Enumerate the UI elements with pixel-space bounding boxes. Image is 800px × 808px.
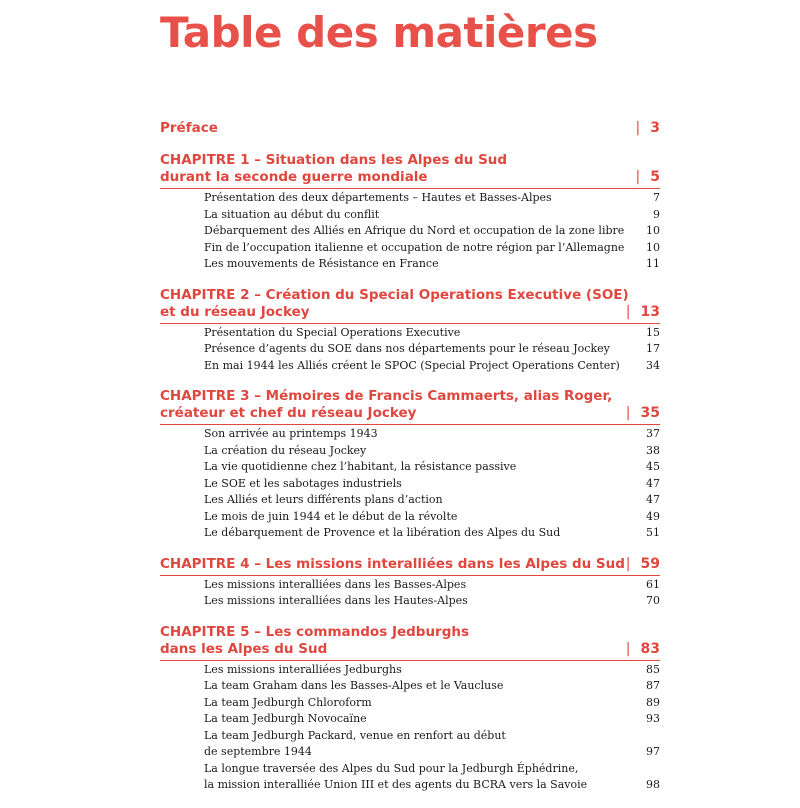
section-page-number: 9: [653, 207, 660, 221]
section-entry[interactable]: [160, 426, 660, 443]
section-title: Le mois de juin 1944 et le début de la révolte: [204, 509, 458, 523]
section-title: La team Jedburgh Packard, venue en renfort au début: [204, 728, 506, 742]
section-page-number: 10: [646, 240, 660, 254]
section-page-number: 45: [646, 460, 660, 473]
section-page-number: 97: [646, 745, 660, 758]
section-entry[interactable]: [160, 678, 660, 695]
chapter-heading-line: et du réseau Jockey: [160, 303, 310, 320]
chapter-sections: [160, 424, 660, 542]
section-title: Les Alliés et leurs différents plans d’action: [204, 493, 443, 506]
section-page-number: 87: [646, 679, 660, 692]
section-entry[interactable]: [160, 761, 660, 794]
section-entry[interactable]: [160, 711, 660, 728]
section-page-number: 38: [646, 443, 660, 457]
chapter-heading[interactable]: [160, 152, 660, 186]
section-page-number: 51: [646, 526, 660, 539]
section-entry[interactable]: [160, 256, 660, 273]
section-page-number: 85: [646, 662, 660, 676]
chapter-heading-line: dans les Alpes du Sud: [160, 640, 328, 657]
section-title: Présence d’agents du SOE dans nos départements pour le réseau Jockey: [204, 342, 610, 355]
section-title: La team Graham dans les Basses-Alpes et le Vaucluse: [204, 679, 504, 692]
chapter-heading[interactable]: [160, 556, 660, 573]
section-page-number: 70: [646, 594, 660, 607]
section-entry[interactable]: [160, 443, 660, 460]
preface-page: | 3: [635, 120, 660, 136]
section-entry[interactable]: [160, 240, 660, 257]
section-title: Le SOE et les sabotages industriels: [204, 476, 402, 490]
chapter-heading[interactable]: [160, 388, 660, 422]
section-page-number: 93: [646, 712, 660, 725]
section-title: Son arrivée au printemps 1943: [204, 427, 378, 440]
chapter-page: | 5: [635, 169, 660, 185]
section-page-number: 49: [646, 509, 660, 523]
chapter-sections: [160, 323, 660, 375]
chapter-page-number: 13: [640, 303, 660, 320]
section-title: Les mouvements de Résistance en France: [204, 257, 439, 270]
chapter-heading-line: CHAPITRE 1 – Situation dans les Alpes du Sud: [160, 152, 508, 168]
section-title: La longue traversée des Alpes du Sud pour la Jedburgh Éphédrine,: [204, 761, 579, 775]
section-entry[interactable]: [160, 341, 660, 358]
section-entry[interactable]: [160, 459, 660, 476]
section-entry[interactable]: [160, 325, 660, 342]
section-title: la mission interalliée Union III et des agents du BCRA vers la Savoie: [204, 778, 588, 791]
chapter-heading[interactable]: [160, 287, 660, 321]
section-page-number: 10: [646, 224, 660, 237]
section-page-number: 17: [646, 342, 660, 355]
preface-entry[interactable]: [160, 118, 660, 138]
chapter-page: | 35: [625, 405, 660, 421]
section-entry[interactable]: [160, 593, 660, 610]
chapter-page: | 13: [625, 303, 660, 320]
section-entry[interactable]: [160, 492, 660, 509]
section-entry[interactable]: [160, 695, 660, 712]
chapter-page: | 83: [625, 640, 660, 657]
section-page-number: 34: [646, 358, 660, 372]
chapter-sections: [160, 660, 660, 794]
chapter-heading-line: CHAPITRE 4 – Les missions interalliées dans les Alpes du Sud: [160, 555, 625, 572]
section-page-number: 11: [646, 257, 660, 270]
chapter-2: [160, 287, 660, 375]
preface-heading: [160, 118, 660, 138]
section-title: Débarquement des Alliés en Afrique du Nord et occupation de la zone libre: [204, 224, 625, 237]
section-title: Le débarquement de Provence et la libération des Alpes du Sud: [204, 526, 561, 539]
preface-label: Préface: [160, 120, 218, 136]
section-entry[interactable]: [160, 223, 660, 240]
section-title: La team Jedburgh Chloroform: [204, 695, 372, 709]
section-title: Les missions interalliées dans les Basses-Alpes: [204, 577, 467, 591]
chapter-heading[interactable]: [160, 624, 660, 658]
section-entry[interactable]: [160, 577, 660, 594]
chapter-page-number: 83: [640, 640, 660, 657]
section-page-number: 47: [646, 476, 660, 490]
chapter-page-number: 35: [640, 405, 660, 421]
section-title: Présentation du Special Operations Executive: [204, 325, 461, 339]
section-page-number: 7: [653, 191, 660, 204]
section-title: La situation au début du conflit: [204, 207, 380, 221]
chapter-heading-line: CHAPITRE 3 – Mémoires de Francis Cammaerts, alias Roger,: [160, 388, 613, 404]
section-title: de septembre 1944: [204, 745, 312, 758]
section-page-number: 47: [646, 493, 660, 506]
section-entry[interactable]: [160, 358, 660, 375]
section-entry[interactable]: [160, 525, 660, 542]
table-of-contents: [160, 118, 660, 808]
section-page-number: 98: [646, 778, 660, 791]
section-title: La vie quotidienne chez l’habitant, la résistance passive: [204, 460, 517, 473]
chapter-heading-line: créateur et chef du réseau Jockey: [160, 405, 417, 421]
chapter-page-number: 59: [640, 555, 660, 572]
chapter-3: [160, 388, 660, 542]
section-title: Fin de l’occupation italienne et occupation de notre région par l’Allemagne: [204, 240, 625, 254]
section-page-number: 61: [646, 577, 660, 591]
chapter-page: | 59: [625, 555, 660, 572]
chapter-heading-line: CHAPITRE 5 – Les commandos Jedburghs: [160, 623, 470, 640]
section-title: Les missions interalliées Jedburghs: [204, 662, 402, 676]
chapter-4: [160, 556, 660, 610]
chapter-sections: [160, 188, 660, 273]
section-title: Les missions interalliées dans les Hautes-Alpes: [204, 594, 468, 607]
chapter-5: [160, 624, 660, 794]
section-entry[interactable]: [160, 728, 660, 761]
section-entry[interactable]: [160, 476, 660, 493]
section-entry[interactable]: [160, 662, 660, 679]
preface-page-number: 3: [650, 120, 660, 136]
chapter-page-number: 5: [650, 169, 660, 185]
chapter-heading-line: durant la seconde guerre mondiale: [160, 169, 428, 185]
section-title: La team Jedburgh Novocaïne: [204, 712, 367, 725]
section-entry[interactable]: [160, 190, 660, 207]
section-page-number: 37: [646, 427, 660, 440]
section-title: En mai 1944 les Alliés créent le SPOC (Special Project Operations Center): [204, 358, 620, 372]
section-entry[interactable]: [160, 207, 660, 224]
section-title: Présentation des deux départements – Hautes et Basses-Alpes: [204, 191, 552, 204]
section-entry[interactable]: [160, 509, 660, 526]
chapter-sections: [160, 575, 660, 610]
section-title: La création du réseau Jockey: [204, 443, 367, 457]
section-page-number: 89: [646, 695, 660, 709]
chapter-1: [160, 152, 660, 273]
chapter-heading-line: CHAPITRE 2 – Création du Special Operations Executive (SOE): [160, 286, 629, 303]
page-title: Table des matières: [160, 8, 598, 57]
section-page-number: 15: [646, 325, 660, 339]
